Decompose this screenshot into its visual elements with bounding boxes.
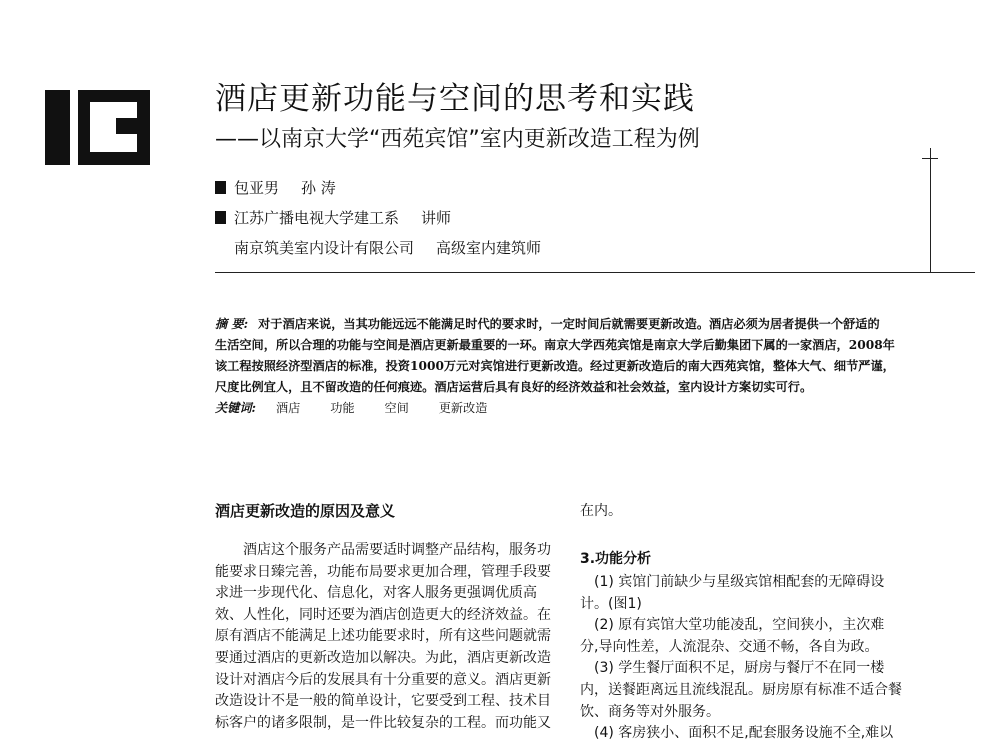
bullet-square-icon [215, 181, 226, 194]
header-vertical-rule [930, 148, 931, 273]
header-horizontal-rule [215, 272, 975, 273]
keyword: 功能 [330, 401, 355, 415]
abstract: 摘 要: 对于酒店来说，当其功能远远不能满足时代的要求时，一定时间后就需要更新改造。酒店必须为居者提供一个舒适的 生活空间，所以合理的功能与空间是酒店更新最重要的一环。南京大学西苑宾馆是南京大学后勤集团下属的一家酒店，2008年 该工程按照经济型酒店的标准，投资1000万元对宾馆进行更新改造。经过更新改造后的南大西苑宾馆，整体大气、细节严谨， 尺度比例宜人，且不留改造的任何痕迹。酒店运营后具有良好的经济效益和社会效益，室内设计方案切实可行。 [215, 317, 895, 394]
keyword: 更新改造 [438, 401, 488, 415]
subsection-heading: 3.功能分析 [580, 551, 652, 567]
left-column-body: 酒店这个服务产品需要适时调整产品结构，服务功 能要求日臻完善，功能布局要求更加合理，管理手段要 求进一步现代化、信息化，对客人服务更强调优质高 效、人性化，同时还要为酒店创造更大的经济效益。在 原有酒店不能满足上述功能要求时，所有这些问题就需 要通过酒店的更新改造加以解决。为此，酒店更新改造 设计对酒店今后的发展具有十分重要的意义。酒店更新 改造设计不是一般的简单设计，它要受到工程、技术目 标客户的诸多限制，是一件比较复杂的工程。而功能又 [215, 542, 551, 731]
header-rule-tick [922, 158, 938, 159]
paper-subtitle: ——以南京大学“西苑宾馆”室内更新改造工程为例 [215, 127, 700, 152]
author-affiliation-1: 江苏广播电视大学建工系 讲师 [215, 207, 451, 228]
keyword: 酒店 [275, 401, 301, 415]
author-name: 孙 涛 [301, 179, 336, 197]
keywords-label: 关键词: [215, 401, 257, 415]
author-name: 包亚男 [234, 179, 280, 197]
digit-one [45, 90, 70, 165]
right-column-body: (1) 宾馆门前缺少与星级宾馆相配套的无障碍设 计。(图1) (2) 原有宾馆大堂功能凌乱，空间狭小，主次难 分,导向性差，人流混杂、交通不畅，各自为政。 (3) 学生餐厅面积不足，厨房与餐厅不在同一楼 内，送餐距离远且流线混乱。厨房原有标准不适合餐 饮、商务等对外服务。 (4) 客房狭小、面积不足,配套服务设施不全,难以 [580, 574, 902, 742]
bullet-square-icon [215, 211, 226, 224]
abstract-label: 摘 要: [215, 317, 249, 331]
section-heading: 酒店更新改造的原因及意义 [215, 502, 396, 520]
right-column-continuation: 在内。 [580, 503, 622, 519]
digit-three [78, 90, 150, 165]
chapter-number-13 [45, 90, 150, 165]
paper-title: 酒店更新功能与空间的思考和实践 [215, 81, 695, 117]
keywords [215, 399, 513, 416]
keyword: 空间 [384, 401, 409, 415]
author-affiliation-2: 南京筑美室内设计有限公司 高级室内建筑师 [234, 239, 542, 257]
author-names [215, 177, 336, 198]
